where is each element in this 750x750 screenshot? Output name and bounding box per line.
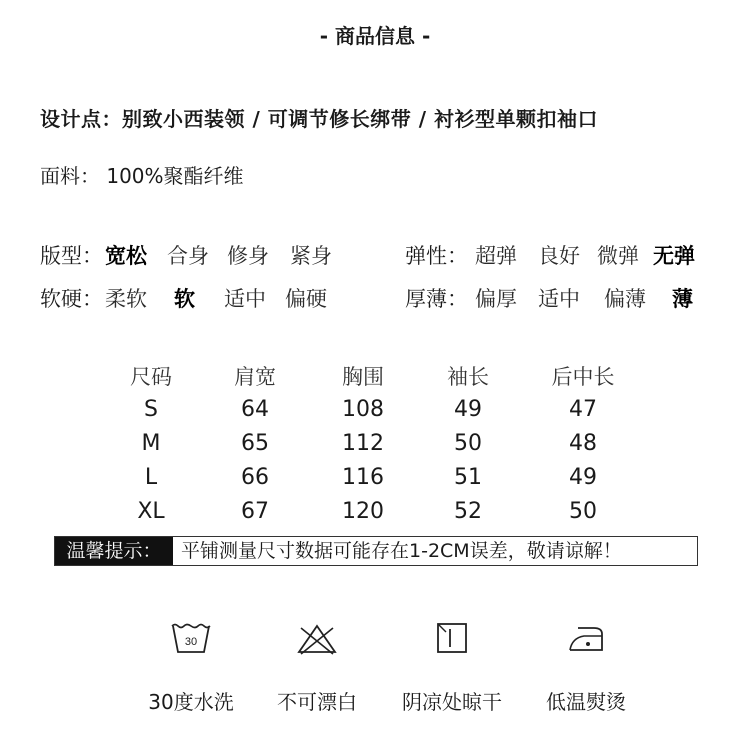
elasticity-label: 弹性： — [405, 244, 468, 268]
care-item — [131, 620, 251, 715]
table-row — [115, 392, 633, 426]
column-header: 袖长 — [447, 365, 489, 389]
dry-in-shade-icon — [430, 620, 474, 656]
fit-option: 紧身 — [290, 244, 332, 268]
wash-30-icon — [169, 620, 213, 656]
table-cell: 50 — [454, 430, 482, 456]
fabric-value: 100%聚酯纤维 — [106, 164, 244, 188]
fabric-info — [40, 160, 244, 189]
thickness-option: 薄 — [672, 287, 693, 311]
table-cell: 66 — [241, 464, 269, 490]
tip-text: 平铺测量尺寸数据可能存在1-2CM误差，敬请谅解！ — [181, 540, 622, 562]
fabric-label: 面料： — [40, 164, 100, 188]
size-table-header — [115, 360, 633, 392]
table-cell: S — [144, 396, 158, 422]
table-row — [115, 494, 633, 528]
fit-option: 宽松 — [105, 244, 147, 268]
elasticity-option: 微弹 — [597, 244, 639, 268]
table-cell: 64 — [241, 396, 269, 422]
elasticity-option: 良好 — [538, 244, 580, 268]
no-bleach-icon — [295, 620, 339, 656]
softness-option: 适中 — [224, 287, 266, 311]
care-item — [526, 620, 646, 715]
care-label: 低温熨烫 — [546, 690, 626, 714]
table-cell: 49 — [569, 464, 597, 490]
table-cell: 50 — [569, 498, 597, 524]
table-cell: 51 — [454, 464, 482, 490]
column-header: 肩宽 — [234, 365, 276, 389]
measurement-tip — [54, 536, 698, 566]
table-cell: 65 — [241, 430, 269, 456]
table-cell: L — [144, 464, 158, 490]
care-label: 阴凉处晾干 — [402, 690, 502, 714]
low-iron-icon — [564, 620, 608, 656]
table-cell: 67 — [241, 498, 269, 524]
table-row — [115, 460, 633, 494]
design-points: 设计点：别致小西装领 / 可调节修长绑带 / 衬衫型单颗扣袖口 — [40, 107, 598, 131]
care-item — [392, 620, 512, 715]
table-cell: XL — [137, 498, 165, 524]
fit-label: 版型： — [40, 244, 103, 268]
tip-label: 温馨提示： — [55, 537, 173, 565]
softness-option: 柔软 — [105, 287, 147, 311]
elasticity-option: 超弹 — [475, 244, 517, 268]
care-label: 30度水洗 — [148, 690, 234, 714]
column-header: 后中长 — [551, 365, 615, 389]
thickness-option: 偏厚 — [475, 287, 517, 311]
fit-option: 修身 — [227, 244, 269, 268]
table-cell: 108 — [342, 396, 384, 422]
column-header: 胸围 — [342, 365, 384, 389]
table-cell: 112 — [342, 430, 384, 456]
table-row — [115, 426, 633, 460]
column-header: 尺码 — [130, 365, 172, 389]
table-cell: 120 — [342, 498, 384, 524]
page-title: - 商品信息 - — [319, 24, 431, 48]
fit-option: 合身 — [167, 244, 209, 268]
table-cell: 48 — [569, 430, 597, 456]
thickness-label: 厚薄： — [405, 287, 468, 311]
size-table — [115, 360, 633, 528]
thickness-option: 适中 — [538, 287, 580, 311]
thickness-option: 偏薄 — [604, 287, 646, 311]
table-cell: 47 — [569, 396, 597, 422]
softness-label: 软硬： — [40, 287, 103, 311]
care-label: 不可漂白 — [277, 690, 357, 714]
elasticity-option: 无弹 — [653, 244, 695, 268]
table-cell: 52 — [454, 498, 482, 524]
softness-option: 偏硬 — [285, 287, 327, 311]
svg-text:30: 30 — [184, 636, 198, 648]
table-cell: M — [141, 430, 161, 456]
care-item — [257, 620, 377, 715]
softness-option: 软 — [174, 287, 195, 311]
table-cell: 116 — [342, 464, 384, 490]
table-cell: 49 — [454, 396, 482, 422]
